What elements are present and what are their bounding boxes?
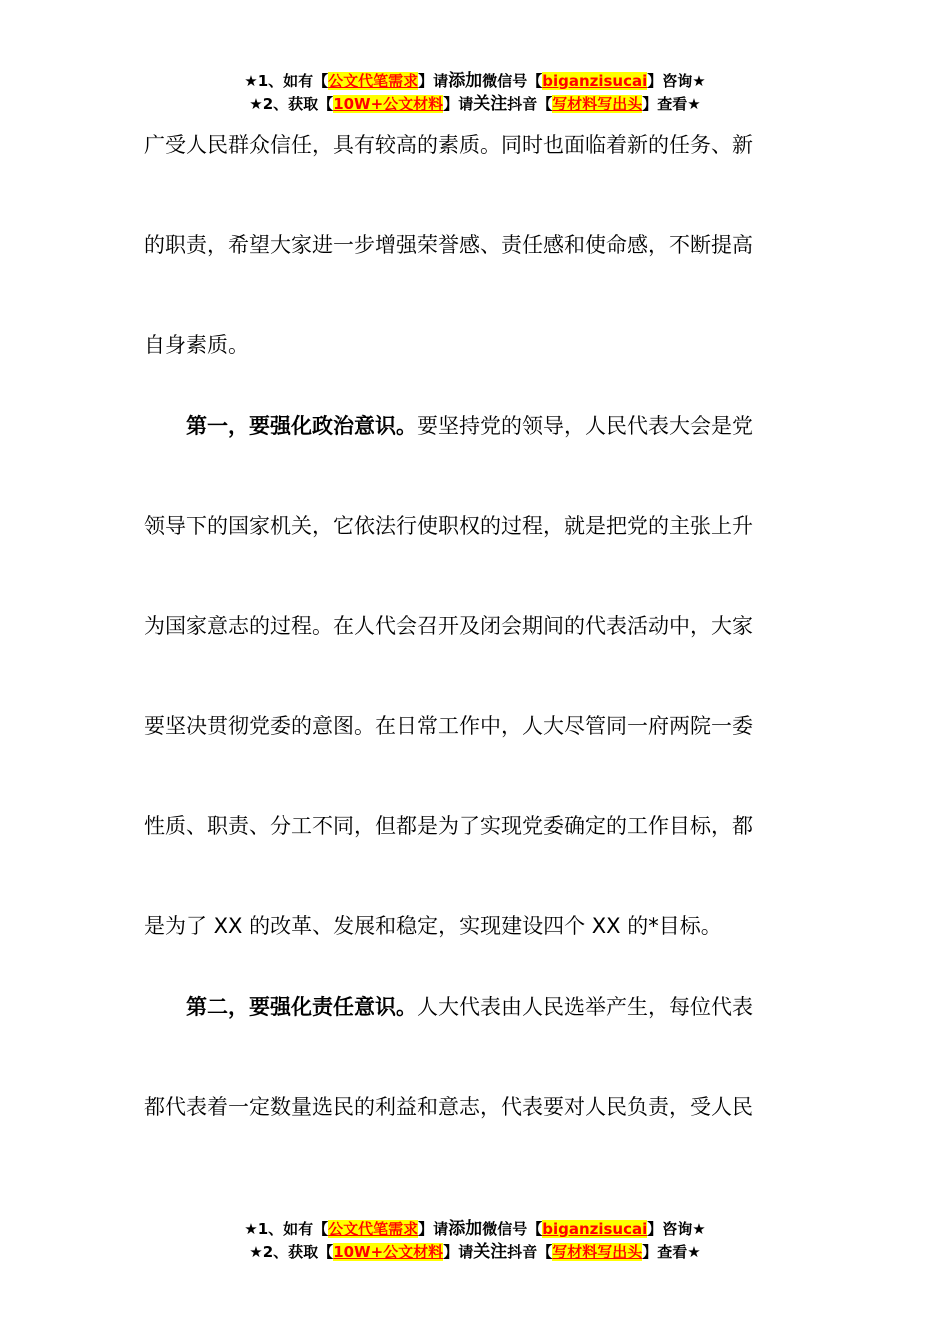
header-banner (0, 70, 950, 116)
banner-line-2: ★2、获取【10W+公文材料】请关注抖音【写材料写出头】查看★ (249, 1242, 701, 1262)
text-line: 是为了 XX 的改革、发展和稳定，实现建设四个 XX 的*目标。 (144, 914, 722, 938)
highlight-materials: 10W+公文材料 (333, 1243, 444, 1261)
star-icon: ★ (249, 1243, 263, 1261)
highlight-douyin-account: 写材料写出头 (552, 95, 643, 113)
text-line: 为国家意志的过程。在人代会召开及闭会期间的代表活动中，大家 (144, 614, 753, 638)
text-line: 自身素质。 (144, 333, 249, 357)
highlight-wechat-id: biganzisucai (542, 72, 648, 90)
star-icon: ★ (244, 72, 258, 90)
paragraph-1-first-line: 第一，要强化政治意识。要坚持党的领导，人民代表大会是党 (186, 414, 753, 438)
text-line: 性质、职责、分工不同，但都是为了实现党委确定的工作目标，都 (144, 814, 753, 838)
star-icon: ★ (244, 1220, 258, 1238)
text-line: 要坚决贯彻党委的意图。在日常工作中，人大尽管同一府两院一委 (144, 714, 753, 738)
star-icon: ★ (249, 95, 263, 113)
text-line: 领导下的国家机关，它依法行使职权的过程，就是把党的主张上升 (144, 514, 753, 538)
paragraph-2-first-line: 第二，要强化责任意识。人大代表由人民选举产生，每位代表 (186, 995, 753, 1019)
paragraph-heading: 第一，要强化政治意识。 (186, 414, 417, 438)
highlight-materials: 10W+公文材料 (333, 95, 444, 113)
highlight-wechat-id: biganzisucai (542, 1220, 648, 1238)
text-line: 的职责，希望大家进一步增强荣誉感、责任感和使命感，不断提高 (144, 233, 753, 257)
highlight-service: 公文代笔需求 (328, 1220, 419, 1238)
banner-line-2: ★2、获取【10W+公文材料】请关注抖音【写材料写出头】查看★ (249, 94, 701, 114)
footer-banner (0, 1218, 950, 1264)
highlight-douyin-account: 写材料写出头 (552, 1243, 643, 1261)
highlight-service: 公文代笔需求 (328, 72, 419, 90)
text-line: 都代表着一定数量选民的利益和意志，代表要对人民负责，受人民 (144, 1095, 753, 1119)
paragraph-heading: 第二，要强化责任意识。 (186, 995, 417, 1019)
text-line: 广受人民群众信任，具有较高的素质。同时也面临着新的任务、新 (144, 133, 753, 157)
banner-line-1: ★1、如有【公文代笔需求】请添加微信号【biganzisucai】咨询★ (244, 71, 706, 91)
banner-line-1: ★1、如有【公文代笔需求】请添加微信号【biganzisucai】咨询★ (244, 1219, 706, 1239)
